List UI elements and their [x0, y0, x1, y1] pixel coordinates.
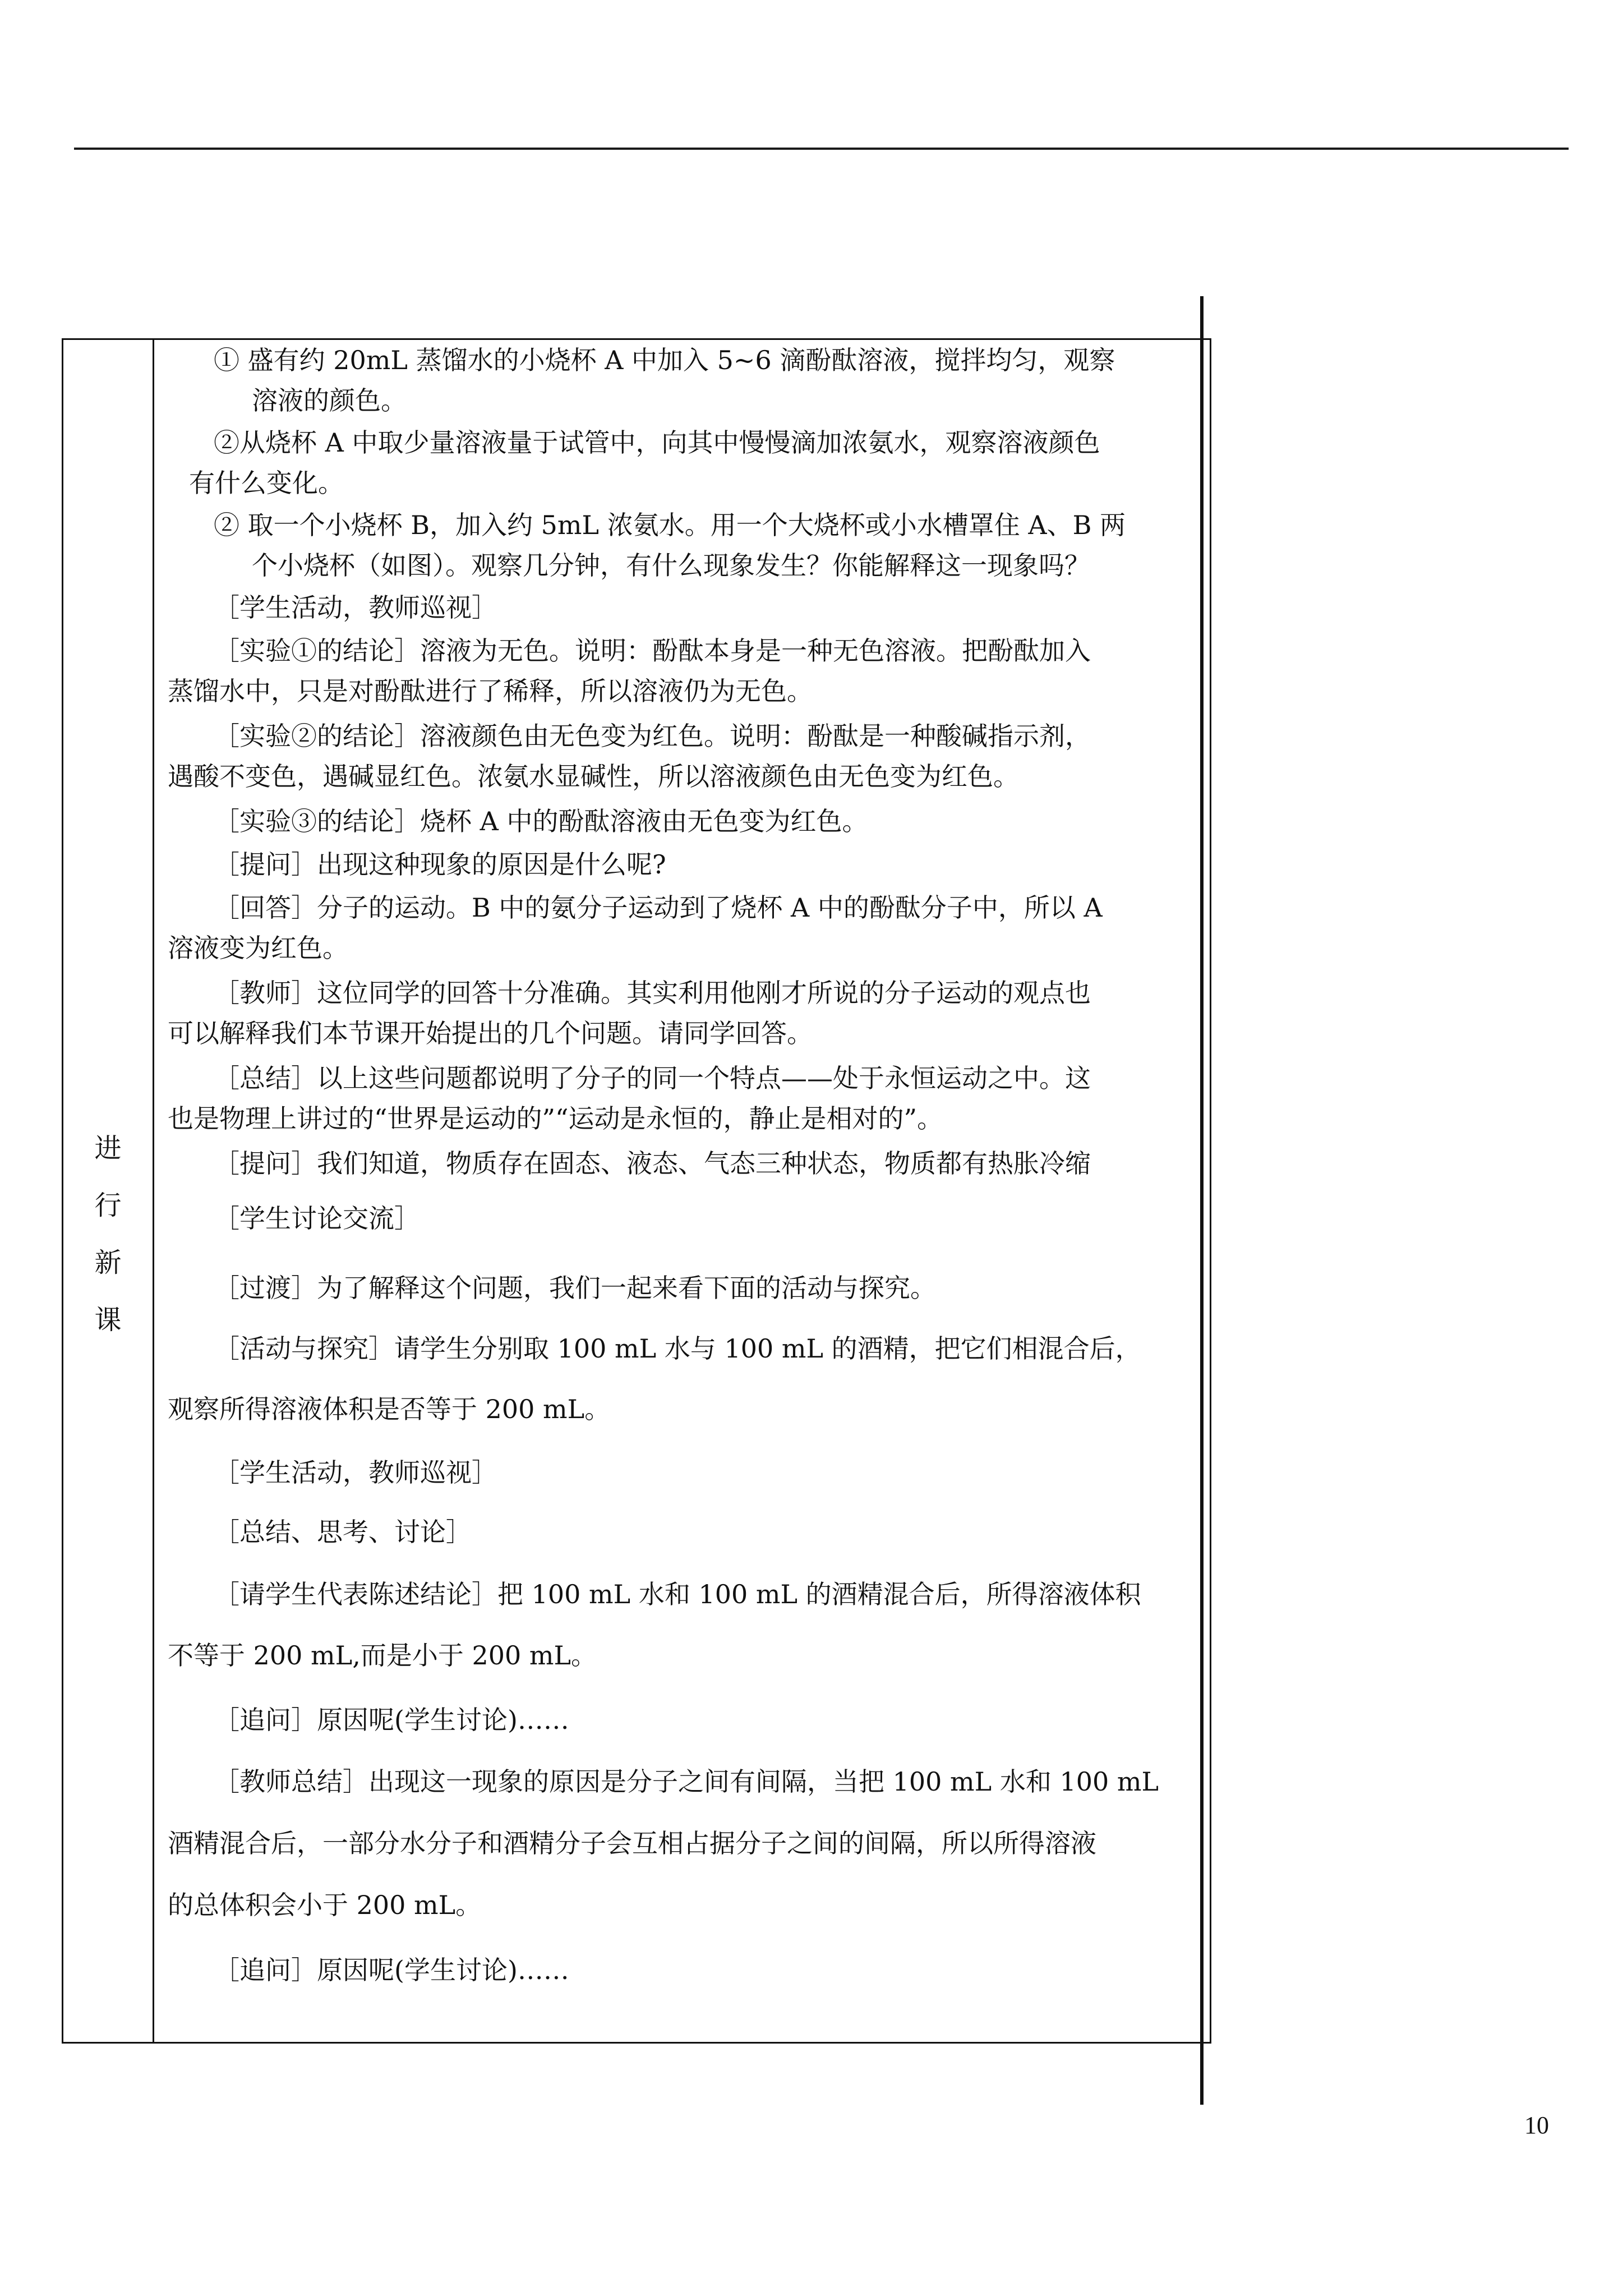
text-line: ［提问］我们知道，物质存在固态、液态、气态三种状态，物质都有热胀冷缩 — [214, 1148, 1091, 1179]
dialogue-paragraph — [168, 1512, 1197, 1552]
text-line: 有什么变化。 — [189, 468, 344, 498]
text-line: 不等于 200 mL,而是小于 200 mL。 — [168, 1640, 597, 1671]
dialogue-paragraph — [168, 587, 1197, 628]
text-line: ② 取一个小烧杯 B，加入约 5mL 浓氨水。用一个大烧杯或小水槽罩住 A、B 两 — [214, 510, 1126, 540]
dialogue-paragraph — [168, 1823, 1197, 1864]
text-line: 蒸馏水中，只是对酚酞进行了稀释，所以溶液仍为无色。 — [168, 676, 813, 706]
dialogue-paragraph — [168, 1389, 1197, 1429]
section-label-char: 新 — [94, 1247, 122, 1278]
text-line: ［学生活动，教师巡视］ — [214, 592, 497, 623]
text-line: ［请学生代表陈述结论］把 100 mL 水和 100 mL 的酒精混合后，所得溶液体积 — [214, 1579, 1141, 1609]
dialogue-paragraph — [168, 1885, 1197, 1925]
text-line: ［回答］分子的运动。B 中的氨分子运动到了烧杯 A 中的酚酞分子中，所以 A — [214, 892, 1103, 923]
text-line: ［过渡］为了解释这个问题，我们一起来看下面的活动与探究。 — [214, 1273, 936, 1303]
text-line: 溶液的颜色。 — [252, 385, 407, 416]
step-paragraph — [168, 422, 1197, 503]
text-line: ［总结］以上这些问题都说明了分子的同一个特点——处于永恒运动之中。这 — [214, 1063, 1091, 1093]
dialogue-paragraph — [168, 1950, 1197, 1990]
dialogue-paragraph — [168, 1328, 1197, 1369]
text-line: ［实验②的结论］溶液颜色由无色变为红色。说明：酚酞是一种酸碱指示剂， — [214, 721, 1091, 751]
lesson-content — [154, 340, 1210, 2042]
text-line: ［教师总结］出现这一现象的原因是分子之间有间隔，当把 100 mL 水和 100 mL — [214, 1766, 1159, 1797]
text-line: ［学生活动，教师巡视］ — [214, 1457, 497, 1488]
dialogue-paragraph — [168, 631, 1197, 711]
page-number: 10 — [1524, 2111, 1549, 2139]
dialogue-paragraph — [168, 716, 1197, 797]
dialogue-paragraph — [168, 1761, 1197, 1802]
section-label-char: 课 — [94, 1304, 122, 1336]
dialogue-paragraph — [168, 1574, 1197, 1614]
section-label-char: 进 — [94, 1133, 122, 1164]
lesson-table — [62, 338, 1211, 2044]
text-line: 个小烧杯（如图）。观察几分钟，有什么现象发生？你能解释这一现象吗？ — [252, 550, 1090, 581]
text-line: 也是物理上讲过的“世界是运动的”“运动是永恒的，静止是相对的”。 — [168, 1103, 943, 1134]
dialogue-paragraph — [168, 1058, 1197, 1139]
text-line: ［实验①的结论］溶液为无色。说明：酚酞本身是一种无色溶液。把酚酞加入 — [214, 636, 1091, 666]
header-rule — [74, 148, 1569, 150]
text-line: 可以解释我们本节课开始提出的几个问题。请同学回答。 — [168, 1018, 813, 1048]
dialogue-paragraph — [168, 801, 1197, 841]
text-line: ②从烧杯 A 中取少量溶液量于试管中，向其中慢慢滴加浓氨水，观察溶液颜色 — [214, 427, 1100, 458]
text-line: 溶液变为红色。 — [168, 933, 348, 963]
dialogue-paragraph — [168, 887, 1197, 968]
dialogue-paragraph — [168, 1635, 1197, 1676]
text-line: ［追问］原因呢(学生讨论)…… — [214, 1955, 569, 1985]
text-line: ［追问］原因呢(学生讨论)…… — [214, 1705, 569, 1735]
dialogue-paragraph — [168, 1143, 1197, 1184]
text-line: 观察所得溶液体积是否等于 200 mL。 — [168, 1394, 611, 1424]
text-line: ［提问］出现这种现象的原因是什么呢? — [214, 849, 666, 880]
text-line: ［活动与探究］请学生分别取 100 mL 水与 100 mL 的酒精，把它们相混合后， — [214, 1333, 1141, 1364]
text-line: 酒精混合后，一部分水分子和酒精分子会互相占据分子之间的间隔，所以所得溶液 — [168, 1828, 1096, 1858]
dialogue-paragraph — [168, 844, 1197, 885]
text-line: 遇酸不变色，遇碱显红色。浓氨水显碱性，所以溶液颜色由无色变为红色。 — [168, 761, 1019, 792]
text-line: ① 盛有约 20mL 蒸馏水的小烧杯 A 中加入 5~6 滴酚酞溶液，搅拌均匀，观察 — [214, 345, 1115, 375]
text-line: ［总结、思考、讨论］ — [214, 1517, 472, 1547]
section-label-char: 行 — [94, 1190, 122, 1221]
text-line: ［教师］这位同学的回答十分准确。其实利用他刚才所说的分子运动的观点也 — [214, 978, 1091, 1008]
section-label — [63, 1120, 153, 1349]
text-line: ［实验③的结论］烧杯 A 中的酚酞溶液由无色变为红色。 — [214, 806, 868, 836]
step-paragraph — [168, 505, 1197, 586]
dialogue-paragraph — [168, 1452, 1197, 1493]
step-paragraph — [168, 340, 1197, 421]
text-line: ［学生讨论交流］ — [214, 1203, 420, 1234]
dialogue-paragraph — [168, 973, 1197, 1053]
dialogue-paragraph — [168, 1268, 1197, 1308]
text-line: 的总体积会小于 200 mL。 — [168, 1890, 482, 1920]
dialogue-paragraph — [168, 1700, 1197, 1740]
section-label-column — [63, 340, 154, 2042]
dialogue-paragraph — [168, 1198, 1197, 1239]
